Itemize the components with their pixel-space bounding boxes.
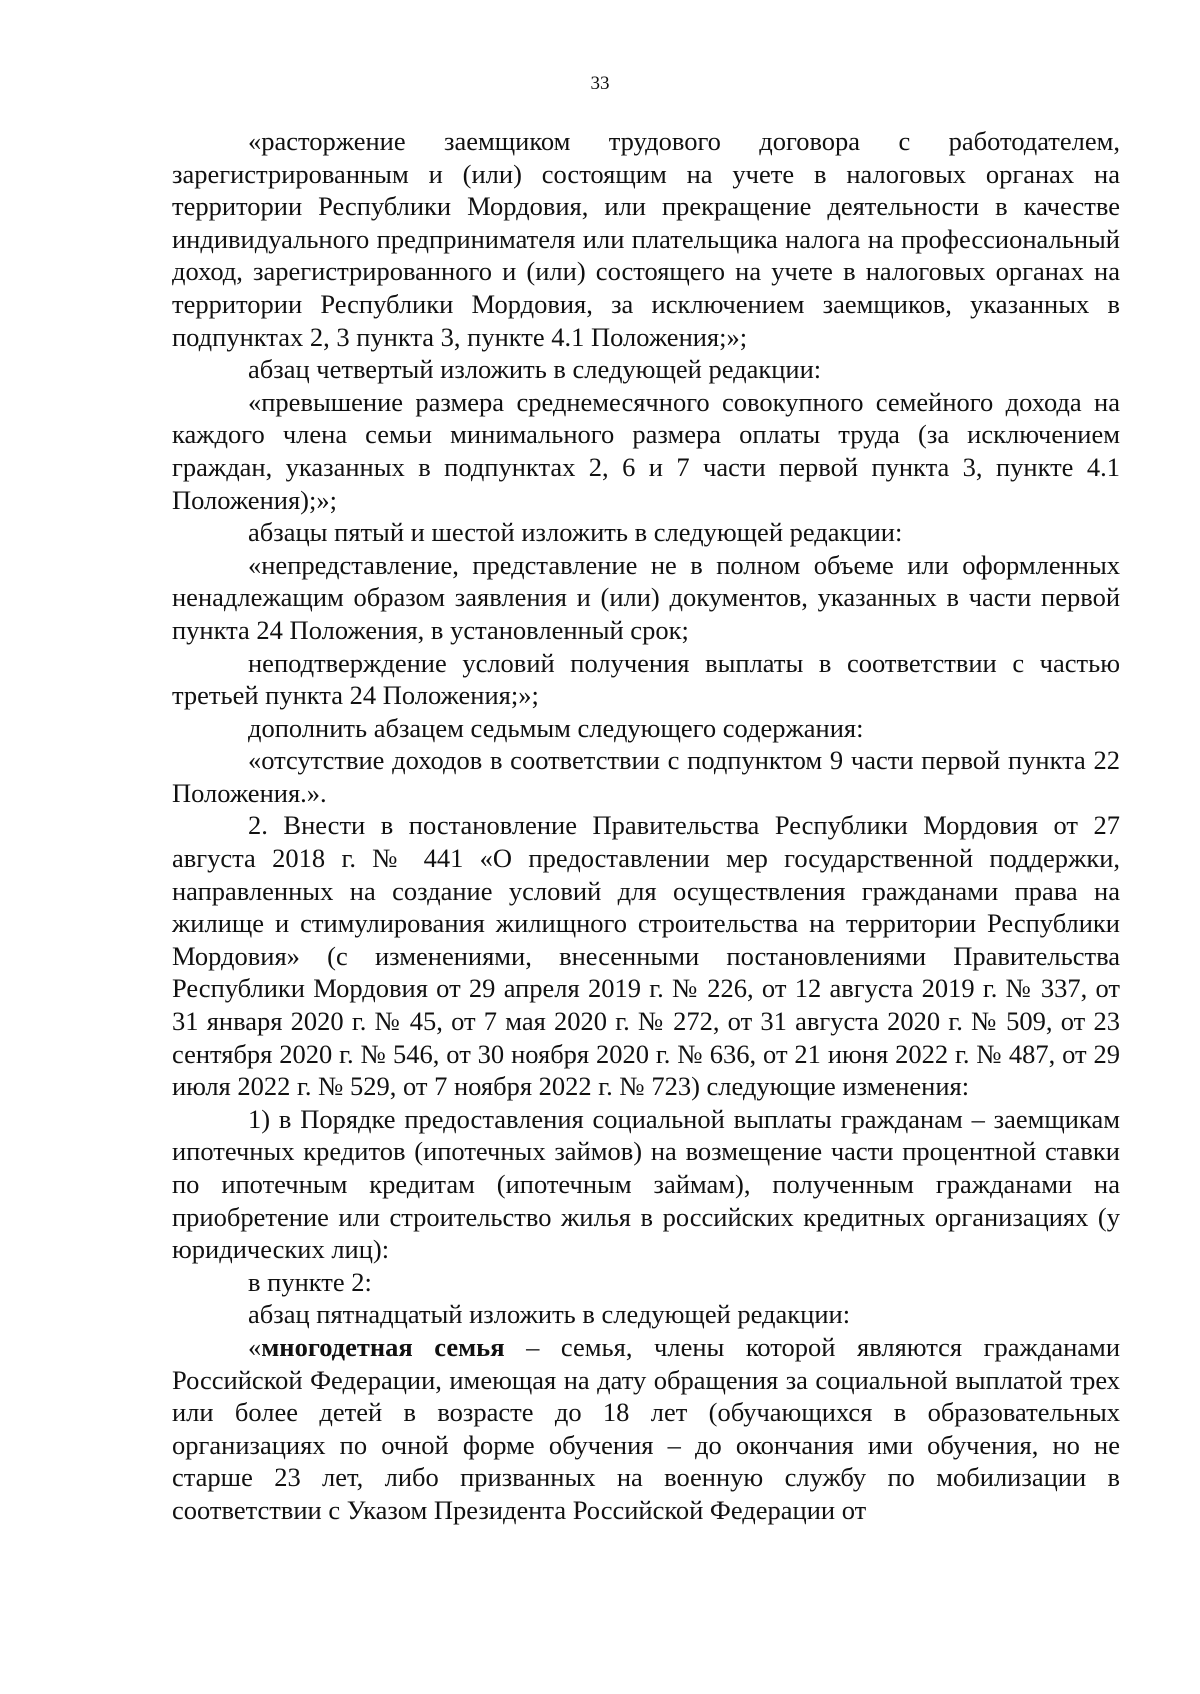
defined-term: многодетная семья <box>261 1331 505 1362</box>
page-number: 33 <box>590 73 610 94</box>
paragraph-instruction-abzac-15: абзац пятнадцатый изложить в следующей редакции: <box>248 1299 851 1330</box>
paragraph-instruction-abzac-7: дополнить абзацем седьмым следующего содержания: <box>248 712 864 743</box>
paragraph-non-submission-clause: «непредставление, представление не в полном объеме или оформленных ненадлежащим образом заявления и (или) документов, указанных в части первой пункта 24 Положения, в установленный срок; <box>172 549 1120 645</box>
paragraph-instruction-abzac-4: абзац четвертый изложить в следующей редакции: <box>248 354 822 385</box>
paragraph-income-excess-clause: «превышение размера среднемесячного совокупного семейного дохода на каждого члена семьи минимального размера оплаты труда (за исключением граждан, указанных в подпунктах 2, 6 и 7 части первой пункта 3, пункте 4.1 Положения);»; <box>172 386 1120 515</box>
paragraph-point-2: в пункте 2: <box>248 1266 372 1297</box>
paragraph-order-subitem-1: 1) в Порядке предоставления социальной выплаты гражданам – заемщикам ипотечных кредитов (ипотечных займов) на возмещение части процентной ставки по ипотечным кредитам (ипотечным займам), полученным гражданами на приобретение или строительство жилья в российских кредитных организациях (у юридических лиц): <box>172 1103 1120 1265</box>
definition-text: – семья, члены которой являются гражданами Российской Федерации, имеющая на дату обращения за социальной выплатой трех или более детей в возрасте до 18 лет (обучающихся в образовательных организациях по очной форме обучения – до окончания ими обучения, но не старше 23 лет, либо призванных на военную службу по мобилизации в соответствии с Указом Президента Российской Федерации от <box>172 1331 1121 1525</box>
paragraph-large-family-definition <box>172 1331 1120 1527</box>
paragraph-no-income-clause: «отсутствие доходов в соответствии с подпунктом 9 части первой пункта 22 Положения.». <box>172 745 1120 808</box>
open-quote: « <box>248 1331 262 1362</box>
paragraph-termination-clause: «расторжение заемщиком трудового договора с работодателем, зарегистрированным и (или) состоящим на учете в налоговых органах на территории Республики Мордовия, или прекращение деятельности в качестве индивидуального предпринимателя или плательщика налога на профессиональный доход, зарегистрированного и (или) состоящего на учете в налоговых органах на территории Республики Мордовия, за исключением заемщиков, указанных в подпунктах 2, 3 пункта 3, пункте 4.1 Положения;»; <box>172 126 1120 352</box>
paragraph-instruction-abzac-5-6: абзацы пятый и шестой изложить в следующей редакции: <box>248 517 903 548</box>
paragraph-non-confirmation-clause: неподтверждение условий получения выплаты в соответствии с частью третьей пункта 24 Положения;»; <box>172 647 1120 711</box>
document-body <box>172 125 1120 1527</box>
paragraph-amendment-item-2: 2. Внести в постановление Правительства Республики Мордовия от 27 августа 2018 г. № 441 «О предоставлении мер государственной поддержки, направленных на создание условий для осуществления гражданами права на жилище и стимулирования жилищного строительства на территории Республики Мордовия» (с изменениями, внесенными постановлениями Правительства Республики Мордовия от 29 апреля 2019 г. № 226, от 12 августа 2019 г. № 337, от 31 января 2020 г. № 45, от 7 мая 2020 г. № 272, от 31 августа 2020 г. № 509, от 23 сентября 2020 г. № 546, от 30 ноября 2020 г. № 636, от 21 июня 2022 г. № 487, от 29 июля 2022 г. № 529, от 7 ноября 2022 г. № 723) следующие изменения: <box>172 810 1120 1102</box>
